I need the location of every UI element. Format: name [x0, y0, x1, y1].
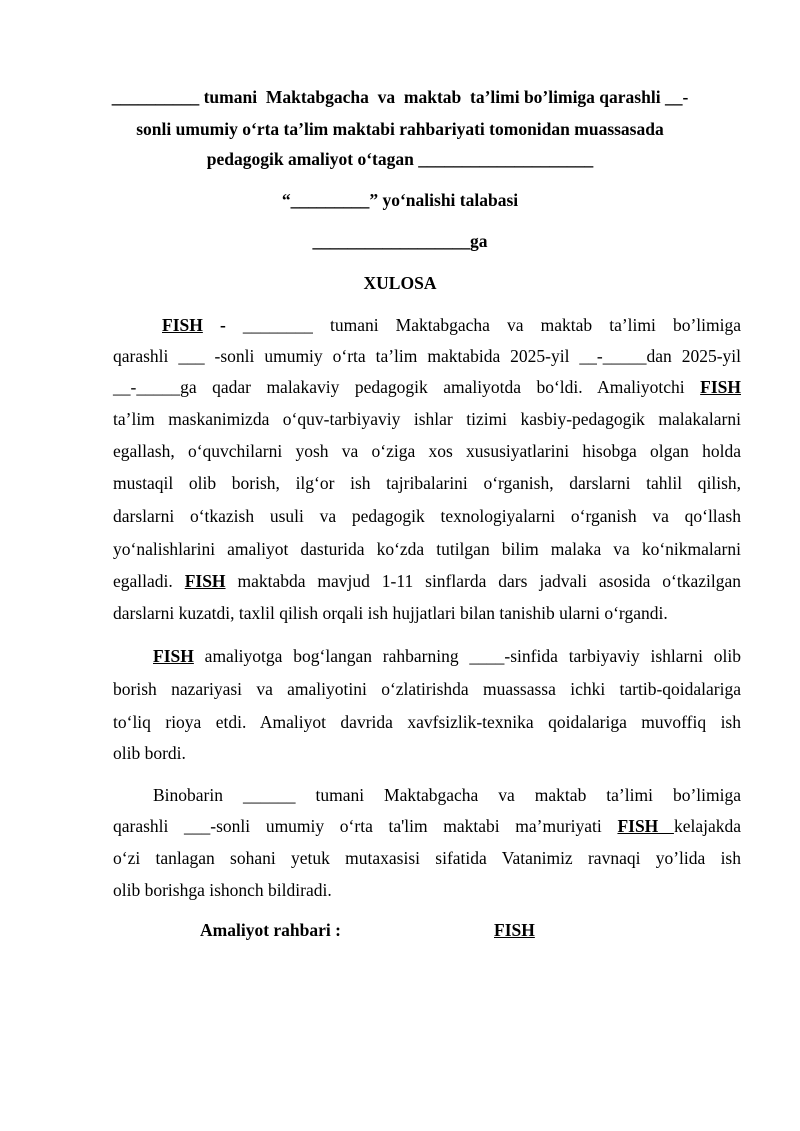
paragraph-1-line-2: qarashli ___ -sonli umumiy o‘rta ta’lim maktabida 2025-yil __-_____dan 2025-yil: [113, 346, 741, 366]
paragraph-1-line-10: darslarni kuzatdi, taxlil qilish orqali ish hujjatlari bilan tanishib ularni o‘rgandi.: [113, 603, 668, 623]
paragraph-2-line-4: olib bordi.: [113, 743, 186, 763]
student-name: FISH: [700, 377, 741, 397]
paragraph-1-line-9: [113, 570, 741, 592]
student-name: FISH: [617, 816, 674, 836]
signature-name: FISH: [494, 920, 535, 940]
paragraph-2-line-2: borish nazariyasi va amaliyotini o‘zlatirishda muassassa ichki tartib-qoidalariga: [113, 679, 741, 699]
paragraph-2-line-3: to‘liq rioya etdi. Amaliyot davrida xavfsizlik-texnika qoidalariga muvoffiq ish: [113, 712, 741, 732]
paragraph-1-line-9-pre: egalladi.: [113, 571, 185, 591]
paragraph-3-line-1: Binobarin ______ tumani Maktabgacha va maktab ta’limi bo’limiga: [153, 785, 741, 805]
paragraph-3-line-4: olib borishga ishonch bildiradi.: [113, 880, 332, 900]
student-name: FISH: [162, 315, 203, 335]
header-line-3: pedagogik amaliyot o‘tagan ____________________: [206, 149, 594, 169]
header-line-4: “_________” yo‘nalishi talabasi: [281, 190, 519, 210]
header-line-2: sonli umumiy o‘rta ta’lim maktabi rahbariyati tomonidan muassasada: [136, 119, 664, 139]
paragraph-2-line-1: [153, 645, 741, 667]
paragraph-1-line-1: [162, 314, 741, 336]
paragraph-1-line-5: egallash, o‘quvchilarni yosh va o‘ziga xos xususiyatlarini hisobga olgan holda: [113, 441, 741, 461]
paragraph-1-line-9-text: maktabda mavjud 1-11 sinflarda dars jadvali asosida o‘tkazilgan: [225, 571, 742, 591]
paragraph-2-line-1-text: amaliyotga bog‘langan rahbarning ____-sinfida tarbiyaviy ishlarni olib: [193, 646, 741, 666]
header-line-1: __________ tumani Maktabgacha va maktab ta’limi bo’limiga qarashli __-: [111, 87, 689, 107]
dash: -: [202, 315, 243, 335]
signature-label: Amaliyot rahbari :: [200, 920, 341, 940]
paragraph-3-line-3: o‘zi tanlagan sohani yetuk mutaxasisi sifatida Vatanimiz ravnaqi yo’lida ish: [113, 848, 741, 868]
paragraph-1-line-3-text: __-_____ga qadar malakaviy pedagogik amaliyotda bo‘ldi. Amaliyotchi: [113, 377, 701, 397]
header-line-5: __________________ga: [312, 231, 488, 251]
paragraph-3-line-2: [113, 815, 741, 837]
student-name: FISH: [153, 646, 194, 666]
paragraph-3-line-2-text: kelajakda: [673, 816, 741, 836]
paragraph-1-line-1-text: ________ tumani Maktabgacha va maktab ta’limi bo’limiga: [242, 315, 742, 335]
paragraph-3-line-2-pre: qarashli ___-sonli umumiy o‘rta ta'lim maktabi ma’muriyati: [113, 816, 618, 836]
paragraph-1-line-8: yo‘nalishlarini amaliyot dasturida ko‘zda tutilgan bilim malaka va ko‘nikmalarni: [113, 539, 741, 559]
paragraph-1-line-7: darslarni o‘tkazish usuli va pedagogik texnologiyalarni o‘rganish va qo‘llash: [113, 506, 741, 526]
paragraph-1-line-4: ta’lim maskanimizda o‘quv-tarbiyaviy ishlar tizimi kasbiy-pedagogik malakalarni: [113, 409, 741, 429]
paragraph-1-line-6: mustaqil olib borish, ilg‘or ish tajribalarini o‘rganish, darslarni tahlil qilish,: [113, 473, 741, 493]
document-title: XULOSA: [363, 273, 437, 293]
student-name: FISH: [184, 571, 226, 591]
paragraph-1-line-3: [113, 376, 741, 398]
